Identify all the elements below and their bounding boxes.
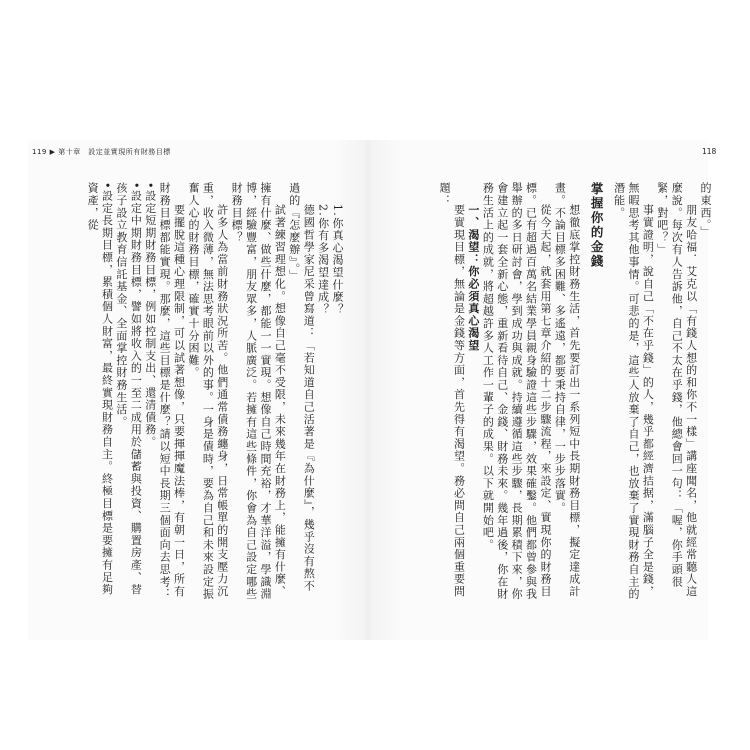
left-page-body (88, 182, 344, 602)
paragraph: 試著練習理想化。想像自己毫不受限，未來幾年在財務上，能擁有什麼、擁有什麼、做些什麼，都能一一實現。想像自己時間充裕，才華洋溢，學識淵博，經驗豐富，朋友眾多，人脈廣泛。若擁有這些條件，你會為自己設定哪些財務目標？ (230, 182, 287, 601)
right-page-body (422, 182, 712, 602)
paragraph: 的東西。」 (699, 182, 712, 238)
book-gutter (334, 140, 402, 640)
paragraph: 德國哲學家尼采曾寫道：「若知道自己活著是『為什麼』，幾乎沒有熬不過的『怎麼辦』。」 (287, 182, 316, 593)
right-page-number: 118 (702, 147, 717, 156)
question-item: 2.你有多渴望達成？ (316, 204, 330, 316)
section-heading: 掌握你的金錢 (589, 182, 605, 269)
paragraph: 許多人為當前財務狀況所苦。他們通常債務纏身，日常帳單的開支壓力沉重，收入微薄，無法思考眼前以外的事。一身是債時，要為自己和未來設定振奮人心的財務目標，確實十分困難。 (186, 182, 229, 601)
bullet-item: •設定長期目標，累積個人財富，最終實現財務自主。終極目標是要擁有足夠資產，從 (86, 182, 114, 596)
paragraph: 事實證明，說自己「不在乎錢」的人，幾乎都經濟拮据，滿腦子全是錢，無暇思考其他事情。可悲的是，這些人放棄了自己，也放棄了實現財務自主的潛能。 (612, 182, 655, 601)
subsection-heading: 一、渴望：你必須真心渴望 (466, 204, 480, 352)
paragraph: 從今天起，就套用第七章介紹的十二步驟流程，來設定、實現你的財務目標。已有超過百萬名結業學員親身驗證這些步驟，效果確鑿。他們都曾參與我舉辦的多日研討會，學到成功與成就。持續遵循這些步驟，長期累積下來，你會建立起一套全新心態，重新看待自己、金錢、財務未來。幾年過後，你在財務生活上的成就，將超越許多人工作一輩子的成果。以下就開始吧。 (481, 182, 552, 601)
question-item: 1.你真心渴望什麼？ (331, 204, 344, 316)
left-page-header: 119 ▶ 第十章 設定並實現所有財務目標 (32, 148, 171, 156)
paragraph: 想徹底掌控財務生活，首先要訂出一系列短中長期財務目標，擬定達成計畫。不論目標多困難、多遙遠，都要秉持自律，一步步落實。 (553, 182, 581, 598)
bullet-item: •設定中期財務目標，譬如將收入的一至二成用於儲蓄與投資、購置房產、替孩子設立教育信託基金、全面掌控財務生活。 (114, 182, 143, 596)
paragraph: 朋友哈福．艾克以「有錢人想的和你不一樣」講座聞名，他就經常聽人這麼說。每次有人告訴他，自己不太在乎錢，他總會回一句：「喔，你手頭很緊，對吧？」 (655, 182, 698, 598)
bullet-item: •設定短期財務目標，例如控制支出、還清債務。 (143, 182, 157, 449)
paragraph: 要實現目標，無論是金錢等方面，首先得有渴望。務必問自己兩個重要問題： (438, 182, 466, 598)
paragraph: 要擺脫這種心理限制，可以試著想像，只要揮揮魔法棒，有朝一日，所有財務目標都能實現。那麼，這些目標是什麼？請以短中長期三個面向去思考： (158, 182, 186, 601)
